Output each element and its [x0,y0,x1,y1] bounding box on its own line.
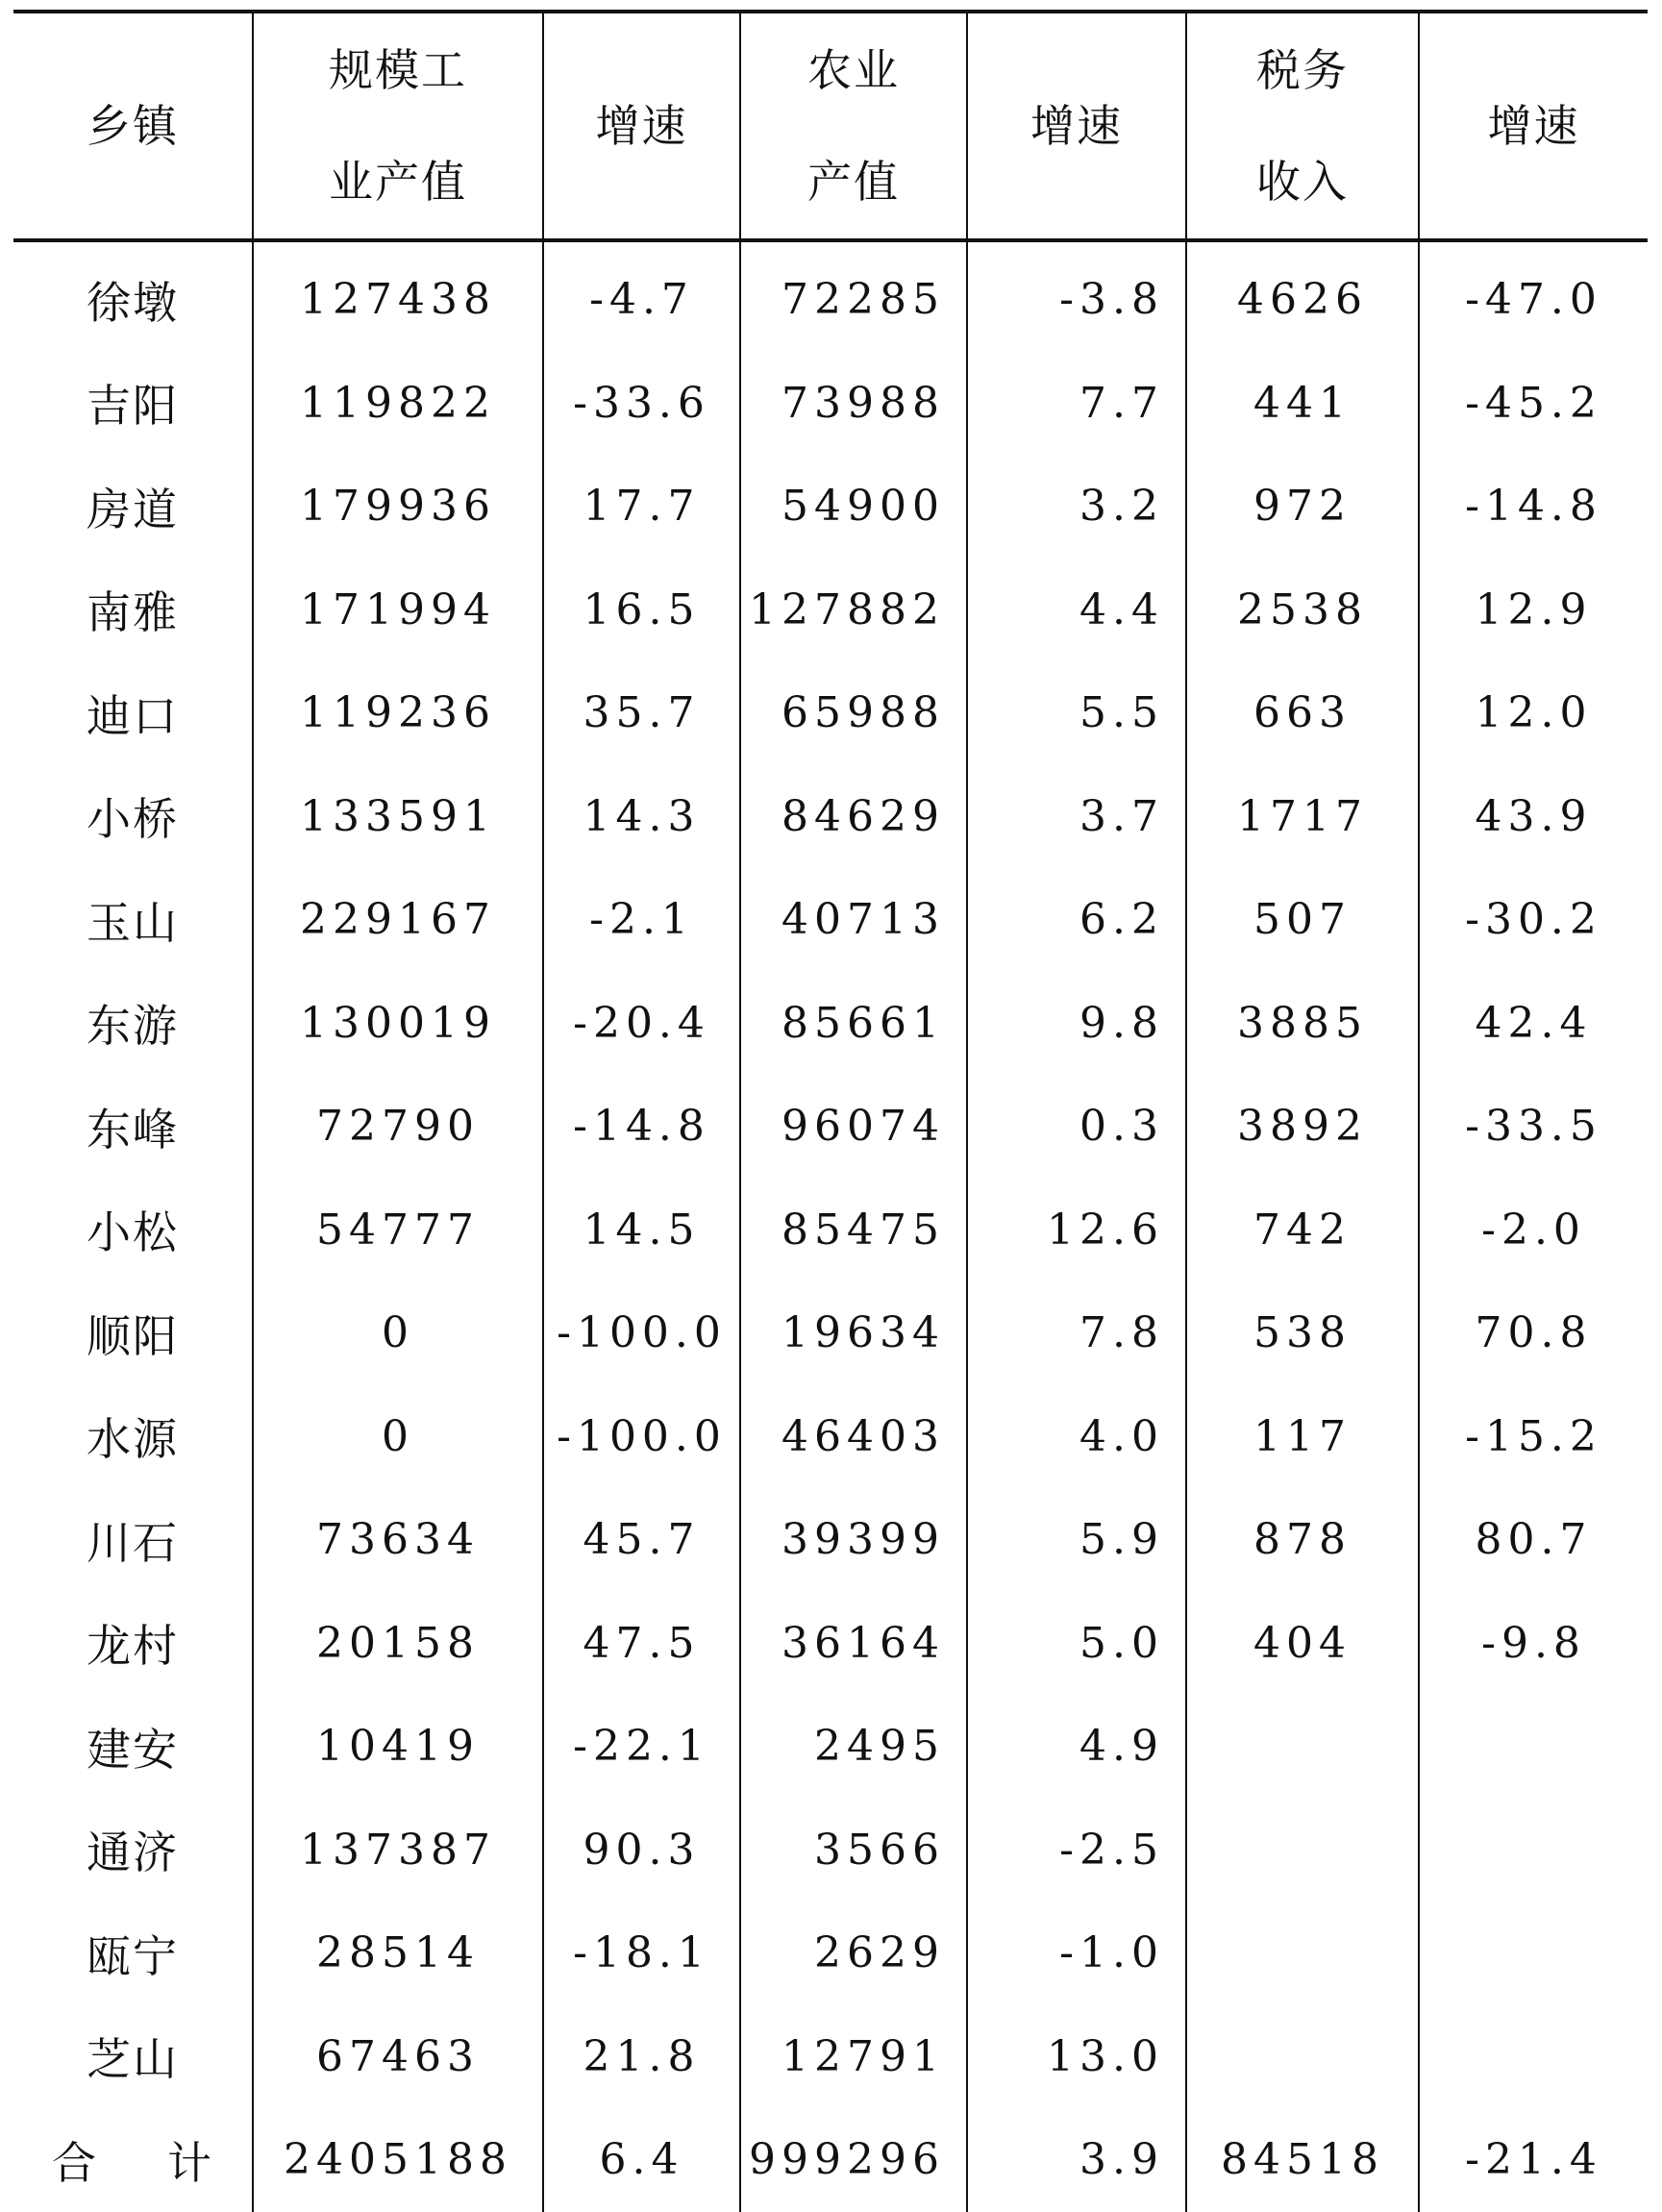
tax-growth-cell: 80.7 [1419,1488,1648,1592]
agri-growth-cell: 4.4 [967,559,1186,662]
town-cell: 东游 [87,1000,179,1053]
tax-revenue-cell [1186,2005,1419,2109]
table-row [13,868,1648,972]
table-row [13,1592,1648,1696]
industry-growth-cell: 14.5 [543,1179,740,1282]
industry-growth-cell: 16.5 [543,559,740,662]
agri-growth-cell: 9.8 [967,972,1186,1076]
tax-growth-cell: -9.8 [1419,1592,1648,1696]
tax-revenue-cell: 3885 [1186,972,1419,1076]
tax-revenue-cell: 538 [1186,1281,1419,1385]
tax-revenue-cell: 3892 [1186,1075,1419,1179]
total-industry-growth-cell: 6.4 [543,2108,740,2212]
industry-output-cell: 0 [253,1385,543,1489]
table-row [13,765,1648,869]
tax-revenue-cell: 878 [1186,1488,1419,1592]
agri-growth-cell: -1.0 [967,1901,1186,2005]
town-cell: 龙村 [87,1620,179,1673]
agri-output-cell: 19634 [740,1281,967,1385]
table-row [13,1695,1648,1799]
table-row [13,1075,1648,1179]
industry-growth-cell: -20.4 [543,972,740,1076]
town-economy-table [13,10,1648,2212]
header-industry-line1: 规模工 [329,44,467,96]
industry-growth-cell: -33.6 [543,352,740,456]
header-town: 乡镇 [13,12,253,240]
tax-growth-cell: -14.8 [1419,455,1648,559]
table-row [13,1799,1648,1902]
tax-growth-cell: -45.2 [1419,352,1648,456]
agri-output-cell: 84629 [740,765,967,869]
tax-growth-cell: -33.5 [1419,1075,1648,1179]
tax-growth-cell [1419,1901,1648,2005]
industry-output-cell: 28514 [253,1901,543,2005]
agri-growth-cell: 3.7 [967,765,1186,869]
header-tax-revenue [1186,12,1419,240]
industry-output-cell: 229167 [253,868,543,972]
town-cell: 吉阳 [87,380,179,433]
agri-output-cell: 40713 [740,868,967,972]
table-row [13,455,1648,559]
header-industry-output [253,12,543,240]
tax-revenue-cell [1186,1799,1419,1902]
header-industry-growth: 增速 [543,12,740,240]
table-row [13,1281,1648,1385]
industry-growth-cell: 35.7 [543,661,740,765]
agri-growth-cell: 4.9 [967,1695,1186,1799]
town-cell: 房道 [87,483,179,535]
industry-output-cell: 73634 [253,1488,543,1592]
total-label-left: 合 [52,2136,98,2189]
industry-output-cell: 130019 [253,972,543,1076]
tax-revenue-cell: 1717 [1186,765,1419,869]
agri-growth-cell: 7.7 [967,352,1186,456]
industry-growth-cell: -18.1 [543,1901,740,2005]
industry-growth-cell: 17.7 [543,455,740,559]
tax-growth-cell: 43.9 [1419,765,1648,869]
agri-output-cell: 36164 [740,1592,967,1696]
tax-revenue-cell: 972 [1186,455,1419,559]
table-row [13,352,1648,456]
town-cell: 徐墩 [87,276,179,329]
total-agri-growth-cell: 3.9 [967,2108,1186,2212]
agri-output-cell: 96074 [740,1075,967,1179]
agri-growth-cell: -3.8 [967,240,1186,352]
table-header [13,12,1648,240]
tax-growth-cell: -2.0 [1419,1179,1648,1282]
tax-revenue-cell: 117 [1186,1385,1419,1489]
table-row [13,1179,1648,1282]
industry-growth-cell: -2.1 [543,868,740,972]
tax-revenue-cell: 4626 [1186,240,1419,352]
tax-revenue-cell: 663 [1186,661,1419,765]
town-cell: 芝山 [87,2033,179,2086]
agri-growth-cell: 12.6 [967,1179,1186,1282]
tax-growth-cell: 12.0 [1419,661,1648,765]
table-row [13,1488,1648,1592]
town-cell: 东峰 [87,1103,179,1156]
agri-output-cell: 2495 [740,1695,967,1799]
industry-output-cell: 20158 [253,1592,543,1696]
header-agri-growth: 增速 [967,12,1186,240]
tax-growth-cell: 70.8 [1419,1281,1648,1385]
industry-growth-cell: 90.3 [543,1799,740,1902]
tax-growth-cell [1419,1799,1648,1902]
header-tax-line2: 收入 [1256,156,1349,208]
industry-growth-cell: 45.7 [543,1488,740,1592]
agri-output-cell: 54900 [740,455,967,559]
industry-output-cell: 10419 [253,1695,543,1799]
tax-revenue-cell: 404 [1186,1592,1419,1696]
tax-revenue-cell: 507 [1186,868,1419,972]
town-cell: 迪口 [87,689,179,742]
industry-output-cell: 137387 [253,1799,543,1902]
town-cell: 顺阳 [87,1309,179,1362]
industry-output-cell: 54777 [253,1179,543,1282]
industry-growth-cell: 47.5 [543,1592,740,1696]
town-cell: 川石 [87,1516,179,1569]
tax-revenue-cell: 441 [1186,352,1419,456]
tax-growth-cell: -15.2 [1419,1385,1648,1489]
agri-growth-cell: 5.0 [967,1592,1186,1696]
agri-growth-cell: 3.2 [967,455,1186,559]
industry-growth-cell: 14.3 [543,765,740,869]
tax-revenue-cell [1186,1901,1419,2005]
agri-output-cell: 65988 [740,661,967,765]
total-tax-growth-cell: -21.4 [1419,2108,1648,2212]
tax-growth-cell: -47.0 [1419,240,1648,352]
tax-growth-cell: -30.2 [1419,868,1648,972]
total-label-right: 计 [167,2136,213,2189]
industry-output-cell: 133591 [253,765,543,869]
agri-growth-cell: 0.3 [967,1075,1186,1179]
agri-output-cell: 127882 [740,559,967,662]
agri-output-cell: 2629 [740,1901,967,2005]
header-agri-line2: 产值 [807,156,900,208]
statistics-table-container [13,10,1648,2212]
tax-growth-cell: 42.4 [1419,972,1648,1076]
total-industry-output-cell: 2405188 [253,2108,543,2212]
tax-revenue-cell: 2538 [1186,559,1419,662]
table-row [13,1901,1648,2005]
agri-output-cell: 72285 [740,240,967,352]
tax-revenue-cell: 742 [1186,1179,1419,1282]
industry-output-cell: 127438 [253,240,543,352]
industry-output-cell: 67463 [253,2005,543,2109]
table-row [13,972,1648,1076]
industry-growth-cell: -4.7 [543,240,740,352]
agri-output-cell: 46403 [740,1385,967,1489]
industry-growth-cell: -14.8 [543,1075,740,1179]
agri-growth-cell: 5.5 [967,661,1186,765]
table-body [13,240,1648,2212]
agri-growth-cell: 7.8 [967,1281,1186,1385]
table-row [13,661,1648,765]
agri-output-cell: 3566 [740,1799,967,1902]
total-row [13,2108,1648,2212]
table-row [13,2005,1648,2109]
industry-output-cell: 0 [253,1281,543,1385]
industry-output-cell: 119236 [253,661,543,765]
industry-output-cell: 119822 [253,352,543,456]
total-label-cell [13,2108,253,2212]
town-cell: 建安 [87,1723,179,1776]
tax-growth-cell [1419,1695,1648,1799]
agri-output-cell: 73988 [740,352,967,456]
agri-output-cell: 12791 [740,2005,967,2109]
tax-growth-cell: 12.9 [1419,559,1648,662]
total-tax-revenue-cell: 84518 [1186,2108,1419,2212]
agri-output-cell: 85661 [740,972,967,1076]
agri-growth-cell: 4.0 [967,1385,1186,1489]
header-row [13,12,1648,240]
agri-growth-cell: 6.2 [967,868,1186,972]
agri-growth-cell: 5.9 [967,1488,1186,1592]
town-cell: 瓯宁 [87,1929,179,1982]
header-tax-growth: 增速 [1419,12,1648,240]
agri-growth-cell: -2.5 [967,1799,1186,1902]
industry-growth-cell: -100.0 [543,1281,740,1385]
town-cell: 通济 [87,1827,179,1879]
header-agri-output [740,12,967,240]
town-cell: 南雅 [87,586,179,639]
header-agri-line1: 农业 [807,44,900,96]
industry-output-cell: 72790 [253,1075,543,1179]
table-row [13,559,1648,662]
header-industry-line2: 业产值 [329,156,467,208]
agri-output-cell: 85475 [740,1179,967,1282]
table-row [13,240,1648,352]
table-row [13,1385,1648,1489]
industry-growth-cell: -22.1 [543,1695,740,1799]
industry-growth-cell: -100.0 [543,1385,740,1489]
tax-revenue-cell [1186,1695,1419,1799]
agri-growth-cell: 13.0 [967,2005,1186,2109]
town-cell: 小桥 [87,793,179,846]
industry-output-cell: 179936 [253,455,543,559]
industry-output-cell: 171994 [253,559,543,662]
town-cell: 小松 [87,1206,179,1259]
industry-growth-cell: 21.8 [543,2005,740,2109]
town-cell: 水源 [87,1413,179,1466]
agri-output-cell: 39399 [740,1488,967,1592]
tax-growth-cell [1419,2005,1648,2109]
header-tax-line1: 税务 [1256,44,1349,96]
total-agri-output-cell: 999296 [740,2108,967,2212]
town-cell: 玉山 [87,896,179,949]
